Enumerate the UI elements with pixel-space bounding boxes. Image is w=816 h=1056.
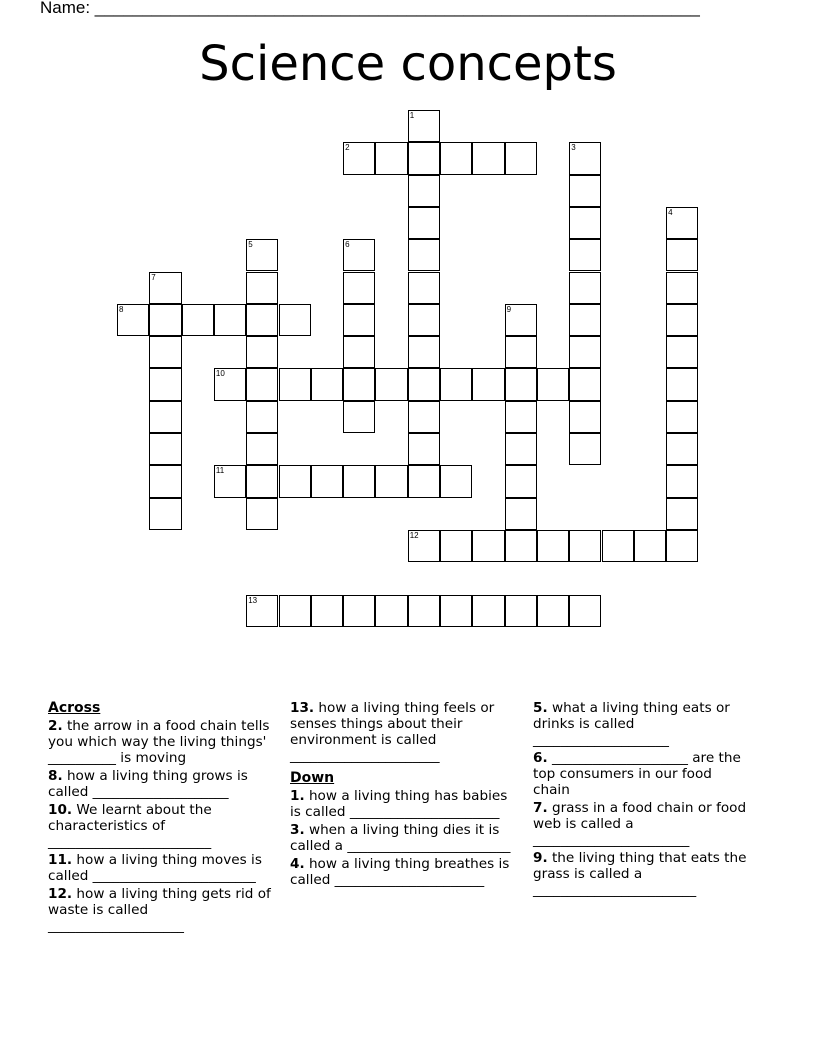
grid-cell[interactable] <box>569 304 601 336</box>
grid-cell[interactable] <box>246 304 278 336</box>
grid-cell[interactable] <box>246 595 278 627</box>
clue-text: how a living thing breathes is called ______________________ <box>290 856 510 888</box>
grid-cell[interactable] <box>149 401 181 433</box>
cell-number: 3 <box>571 143 576 153</box>
grid-cell[interactable] <box>214 304 246 336</box>
clue-down-3 <box>533 700 753 748</box>
clue-down-5 <box>533 800 753 848</box>
grid-cell[interactable] <box>602 530 634 562</box>
grid-cell[interactable] <box>343 368 375 400</box>
grid-cell[interactable] <box>408 465 440 497</box>
grid-cell[interactable] <box>440 142 472 174</box>
grid-cell[interactable] <box>408 239 440 271</box>
grid-cell[interactable] <box>343 401 375 433</box>
grid-cell[interactable] <box>343 336 375 368</box>
clue-across-2 <box>48 802 284 850</box>
grid-cell[interactable] <box>408 304 440 336</box>
clues-column-3 <box>533 700 753 900</box>
cell-number: 1 <box>409 111 415 120</box>
clue-across-1 <box>48 768 284 800</box>
grid-cell[interactable] <box>666 272 698 304</box>
grid-cell[interactable] <box>472 530 504 562</box>
grid-cell[interactable] <box>666 465 698 497</box>
grid-cell[interactable] <box>569 239 601 271</box>
clues-column-2 <box>290 700 518 890</box>
clue-text: what a living thing eats or drinks is called ____________________ <box>533 700 730 748</box>
grid-cell[interactable] <box>149 433 181 465</box>
grid-cell[interactable] <box>569 530 601 562</box>
grid-cell[interactable] <box>472 368 504 400</box>
grid-cell[interactable] <box>666 401 698 433</box>
grid-cell[interactable] <box>408 368 440 400</box>
down-heading: Down <box>290 770 335 786</box>
clue-number: 7. <box>533 800 548 816</box>
clue-text: how a living thing moves is called ________________________ <box>48 852 262 884</box>
grid-cell[interactable] <box>343 304 375 336</box>
grid-cell[interactable] <box>666 304 698 336</box>
grid-cell[interactable] <box>408 401 440 433</box>
grid-cell[interactable] <box>149 272 181 304</box>
clue-text: the living thing that eats the grass is called a ________________________ <box>533 850 747 898</box>
grid-cell[interactable] <box>408 110 440 142</box>
grid-cell[interactable] <box>408 175 440 207</box>
grid-cell[interactable] <box>440 530 472 562</box>
page-title: Science concepts <box>199 36 617 92</box>
clues-column-1 <box>48 700 284 936</box>
clue-number: 9. <box>533 850 548 866</box>
grid-cell[interactable] <box>505 304 537 336</box>
clue-text: grass in a food chain or food web is called a _______________________ <box>533 800 747 848</box>
clue-number: 12. <box>48 886 73 902</box>
clue-number: 8. <box>48 768 63 784</box>
grid-cell[interactable] <box>666 498 698 530</box>
clue-text: the arrow in a food chain tells you which way the living things' __________ is moving <box>48 718 270 766</box>
cell-number: 12 <box>409 530 419 540</box>
grid-cell[interactable] <box>279 304 311 336</box>
clue-number: 13. <box>290 700 315 716</box>
clue-text: how a living thing feels or senses things about their environment is called ______________________ <box>290 700 495 764</box>
clue-down-0 <box>290 788 518 820</box>
grid-cell[interactable] <box>246 465 278 497</box>
grid-cell[interactable] <box>505 142 537 174</box>
clue-number: 6. <box>533 750 548 766</box>
grid-cell[interactable] <box>505 465 537 497</box>
grid-cell[interactable] <box>440 465 472 497</box>
grid-cell[interactable] <box>311 465 343 497</box>
grid-cell[interactable] <box>408 207 440 239</box>
clue-down-4 <box>533 750 753 798</box>
grid-cell[interactable] <box>246 433 278 465</box>
cell-number: 6 <box>345 240 350 250</box>
grid-cell[interactable] <box>214 368 246 400</box>
clue-text: We learnt about the characteristics of ________________________ <box>48 802 212 850</box>
grid-cell[interactable] <box>408 595 440 627</box>
grid-cell[interactable] <box>472 142 504 174</box>
name-field[interactable]: Name: ________________________________________________________________ <box>40 0 700 17</box>
grid-cell[interactable] <box>569 336 601 368</box>
grid-cell[interactable] <box>214 465 246 497</box>
grid-cell[interactable] <box>246 272 278 304</box>
grid-cell[interactable] <box>505 595 537 627</box>
cell-number: 5 <box>248 240 253 250</box>
clue-number: 4. <box>290 856 305 872</box>
cell-number: 4 <box>668 207 673 217</box>
grid-cell[interactable] <box>537 595 569 627</box>
grid-cell[interactable] <box>246 401 278 433</box>
grid-cell[interactable] <box>149 336 181 368</box>
clue-number: 5. <box>533 700 548 716</box>
grid-cell[interactable] <box>569 142 601 174</box>
grid-cell[interactable] <box>505 530 537 562</box>
clue-across-5 <box>290 700 518 764</box>
grid-cell[interactable] <box>440 595 472 627</box>
grid-cell[interactable] <box>149 304 181 336</box>
grid-cell[interactable] <box>149 498 181 530</box>
grid-cell[interactable] <box>569 175 601 207</box>
grid-cell[interactable] <box>182 304 214 336</box>
grid-cell[interactable] <box>666 239 698 271</box>
grid-cell[interactable] <box>505 498 537 530</box>
grid-cell[interactable] <box>343 142 375 174</box>
grid-cell[interactable] <box>666 530 698 562</box>
grid-cell[interactable] <box>408 336 440 368</box>
grid-cell[interactable] <box>375 595 407 627</box>
grid-cell[interactable] <box>634 530 666 562</box>
grid-cell[interactable] <box>246 368 278 400</box>
grid-cell[interactable] <box>375 368 407 400</box>
grid-cell[interactable] <box>279 595 311 627</box>
grid-cell[interactable] <box>408 433 440 465</box>
clue-down-6 <box>533 850 753 898</box>
grid-cell[interactable] <box>440 368 472 400</box>
grid-cell[interactable] <box>343 595 375 627</box>
cell-number: 7 <box>151 272 156 282</box>
clue-down-2 <box>290 856 518 888</box>
grid-cell[interactable] <box>505 401 537 433</box>
grid-cell[interactable] <box>537 530 569 562</box>
clue-number: 3. <box>290 822 305 838</box>
clue-text: ____________________ are the top consumers in our food chain <box>533 750 741 798</box>
clue-text: when a living thing dies it is called a ________________________ <box>290 822 511 854</box>
grid-cell[interactable] <box>666 368 698 400</box>
clue-down-1 <box>290 822 518 854</box>
clue-number: 10. <box>48 802 73 818</box>
grid-cell[interactable] <box>505 433 537 465</box>
clue-number: 2. <box>48 718 63 734</box>
cell-number: 11 <box>215 466 225 476</box>
grid-cell[interactable] <box>343 239 375 271</box>
grid-cell[interactable] <box>149 465 181 497</box>
grid-cell[interactable] <box>666 433 698 465</box>
grid-cell[interactable] <box>505 336 537 368</box>
clue-text: how a living thing grows is called ____________________ <box>48 768 248 800</box>
cell-number: 10 <box>215 369 225 379</box>
grid-cell[interactable] <box>569 272 601 304</box>
grid-cell[interactable] <box>311 368 343 400</box>
grid-cell[interactable] <box>666 336 698 368</box>
grid-cell[interactable] <box>408 272 440 304</box>
clue-number: 1. <box>290 788 305 804</box>
clue-across-0 <box>48 718 284 766</box>
grid-cell[interactable] <box>246 239 278 271</box>
cell-number: 2 <box>345 143 350 153</box>
grid-cell[interactable] <box>279 465 311 497</box>
grid-cell[interactable] <box>311 595 343 627</box>
cell-number: 9 <box>506 304 512 314</box>
grid-cell[interactable] <box>117 304 149 336</box>
grid-cell[interactable] <box>343 272 375 304</box>
grid-cell[interactable] <box>472 595 504 627</box>
clue-number: 11. <box>48 852 73 868</box>
grid-cell[interactable] <box>279 368 311 400</box>
grid-cell[interactable] <box>569 207 601 239</box>
clue-across-4 <box>48 886 284 934</box>
grid-cell[interactable] <box>375 465 407 497</box>
grid-cell[interactable] <box>149 368 181 400</box>
grid-cell[interactable] <box>343 465 375 497</box>
grid-cell[interactable] <box>505 368 537 400</box>
grid-cell[interactable] <box>408 530 440 562</box>
grid-cell[interactable] <box>666 207 698 239</box>
grid-cell[interactable] <box>375 142 407 174</box>
cell-number: 13 <box>248 595 258 605</box>
clue-text: how a living thing has babies is called ______________________ <box>290 788 508 820</box>
cell-number: 8 <box>119 304 124 314</box>
clue-across-3 <box>48 852 284 884</box>
grid-cell[interactable] <box>246 498 278 530</box>
grid-cell[interactable] <box>569 368 601 400</box>
grid-cell[interactable] <box>246 336 278 368</box>
grid-cell[interactable] <box>408 142 440 174</box>
across-heading: Across <box>48 700 101 716</box>
grid-cell[interactable] <box>569 595 601 627</box>
grid-cell[interactable] <box>569 433 601 465</box>
grid-cell[interactable] <box>537 368 569 400</box>
grid-cell[interactable] <box>569 401 601 433</box>
clue-text: how a living thing gets rid of waste is called ____________________ <box>48 886 271 934</box>
